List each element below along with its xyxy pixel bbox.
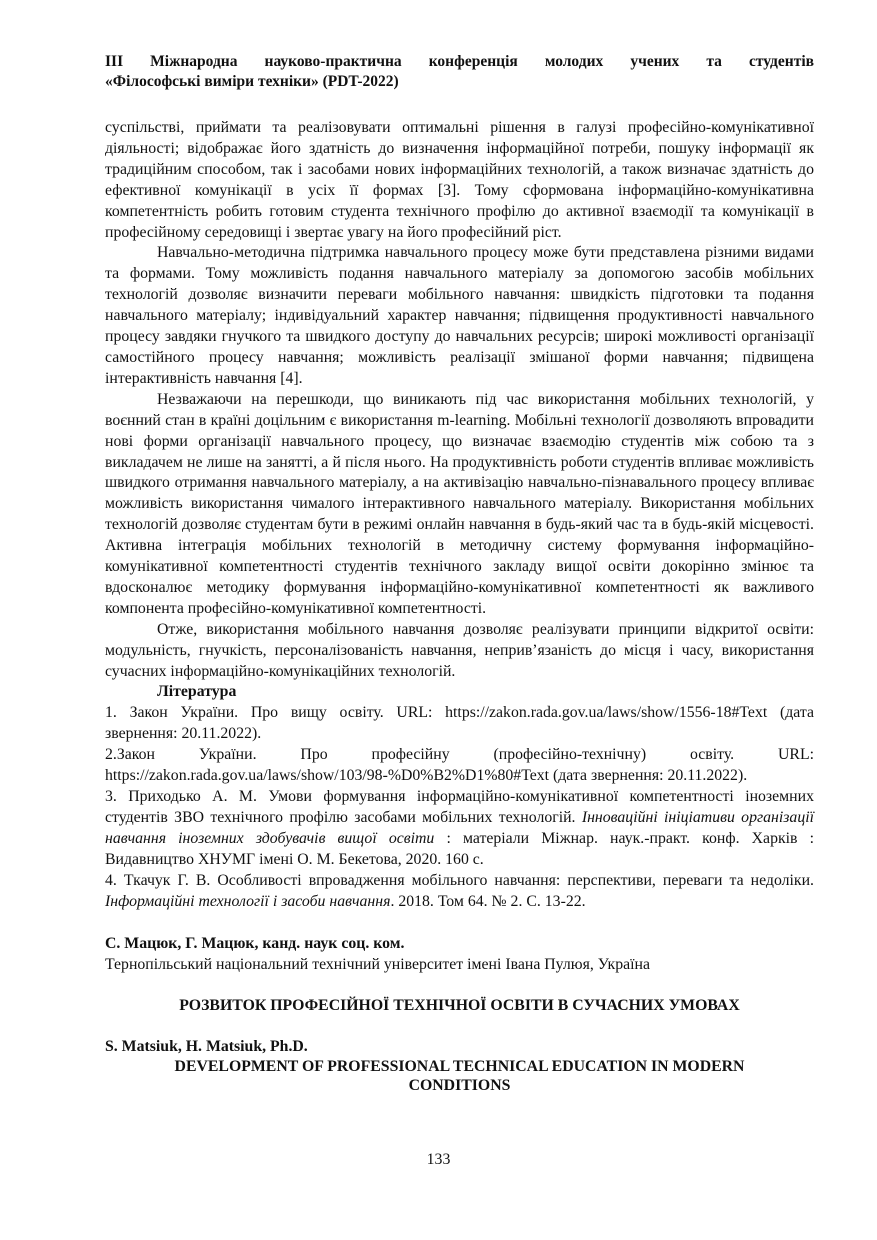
paragraph: Незважаючи на перешкоди, що виникають під час використання мобільних технологій, у воєнний стан в країні доцільним є використання m-learning. Мобільні технології дозволяють впровадити нові форми організації навчального процесу, що визначає взаємодію студентів між собою та з викладачем не лише на занятті, а й після нього. На продуктивність роботи студентів впливає можливість швидкого отримання навчального матеріалу, а на активізацію навчально-пізнавального процесу впливає можливість використання чималого інтерактивного навчального матеріалу. Використання мобільних технологій дозволяє студентам бути в режимі онлайн навчання в будь-який час та в будь-якій місцевості. Активна інтеграція мобільних технологій в методичну систему формування інформаційно-комунікативної компетентності студентів технічного закладу вищої освіти докорінно змінює та вдосконалює методику формування інформаційно-комунікативної компетентності як важливого компонента професійно-комунікативної компетентності. xyxy=(105,390,814,617)
affiliation: Тернопільський національний технічний університет імені Івана Пулюя, Україна xyxy=(105,955,650,973)
authors-en: S. Matsiuk, H. Matsiuk, Ph.D. xyxy=(105,1038,308,1056)
reference-item: 2.Закон України. Про професійну (професійно-технічну) освіту. URL: https://zakon.rada.gov.ua/laws/show/103/98-%D0%B2%D1%80#Text (дата звернення: 20.11.2022). xyxy=(105,746,814,785)
page-number: 133 xyxy=(426,1151,451,1168)
article-body xyxy=(105,118,814,912)
article-title-en-line2: CONDITIONS xyxy=(408,1077,511,1095)
article-title-ua: РОЗВИТОК ПРОФЕСІЙНОЇ ТЕХНІЧНОЇ ОСВІТИ В СУЧАСНИХ УМОВАХ xyxy=(179,997,740,1015)
paragraph: Навчально-методична підтримка навчального процесу може бути представлена різними видами та формами. Тому можливість подання навчального матеріалу за допомогою засобів мобільних технологій дозволяє визначити переваги мобільного навчання: швидкість підготовки та подання навчального матеріалу; індивідуальний характер навчання; підвищення продуктивності навчального процесу завдяки гнучкого та швидкого доступу до навчальних ресурсів; широкі можливості організації самостійного процесу навчання; можливість реалізації змішаної форми навчання; підвищена інтерактивність навчання [4]. xyxy=(105,244,814,387)
article-title-en-line1: DEVELOPMENT OF PROFESSIONAL TECHNICAL EDUCATION IN MODERN xyxy=(174,1057,745,1075)
page-content xyxy=(105,52,814,1096)
reference-list xyxy=(105,703,814,912)
english-block xyxy=(105,1037,814,1096)
authors-ua: С. Мацюк, Г. Мацюк, канд. наук соц. ком. xyxy=(105,935,405,953)
reference-item: 1. Закон України. Про вищу освіту. URL: https://zakon.rada.gov.ua/laws/show/1556-18#Text (дата звернення: 20.11.2022). xyxy=(105,704,814,743)
next-article-authors-block xyxy=(105,934,814,975)
conference-header-line2: «Філософські виміри техніки» (PDT-2022) xyxy=(105,73,399,90)
paragraph: Отже, використання мобільного навчання дозволяє реалізувати принципи відкритої освіти: модульність, гнучкість, персоналізованість навчання, неприв’язаність до місця і часу, використання сучасних інформаційно-комунікаційних технологій. xyxy=(105,620,814,680)
reference-item: 4. Ткачук Г. В. Особливості впровадження мобільного навчання: перспективи, переваги та недоліки. Інформаційні технології і засоби навчання. 2018. Том 64. № 2. С. 13-22. xyxy=(105,871,814,910)
conference-header xyxy=(105,52,814,92)
paragraph-continued: суспільстві, приймати та реалізовувати оптимальні рішення в галузі професійно-комунікативної діяльності; відображає його здатність до визначення інформаційної потреби, пошуку інформації як традиційним способом, так і засобами нових інформаційних технологій, а також визначає здатність до ефективної комунікації в усіх її формах [3]. Тому сформована інформаційно-комунікативна компетентність робить готовим студента технічного профілю до активної взаємодії та комунікації в професійному середовищі і звертає увагу на його професійний ріст. xyxy=(105,119,814,241)
literature-heading: Література xyxy=(157,683,237,701)
reference-item: 3. Приходько А. М. Умови формування інформаційно-комунікативної компетентності іноземних студентів ЗВО технічного профілю засобами мобільних технологій. Інноваційні ініціативи організації навчання іноземних здобувачів вищої освіти : матеріали Міжнар. наук.-практ. конф. Харків : Видавництво ХНУМГ імені О. М. Бекетова, 2020. 160 с. xyxy=(105,788,815,868)
conference-header-line1: III Міжнародна науково-практична конференція молодих учених та студентів xyxy=(105,53,814,70)
